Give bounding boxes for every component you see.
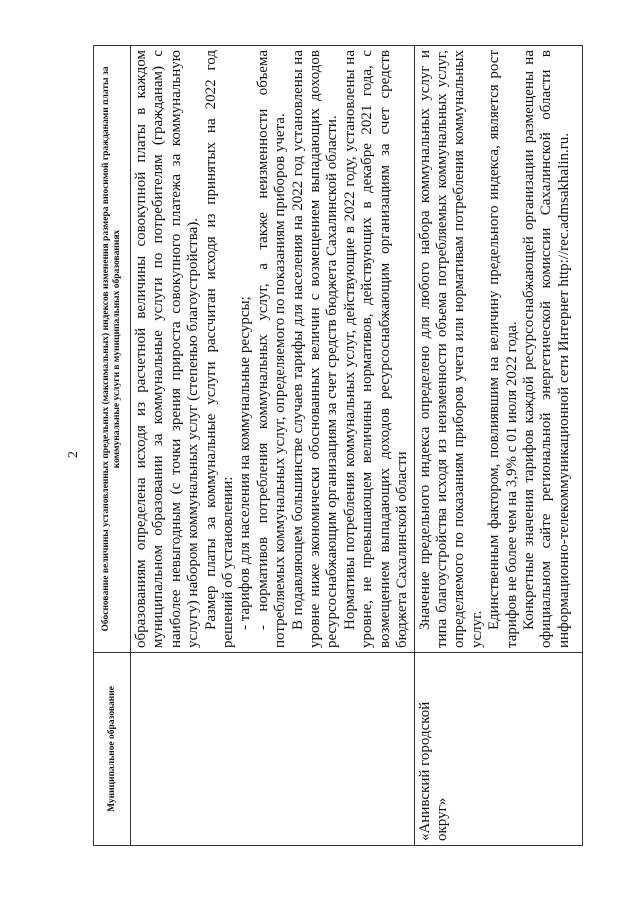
header-municipality: Муниципальное образование — [94, 653, 131, 846]
paragraph: Значение предельного индекса определено для любого набора коммунальных услуг и типа благоустройства исходя из неизменности объема потребляемых коммунальных услуг, определяемого по показаниям приборов учета или нормативам потребления коммунальных услуг. — [416, 50, 485, 648]
paragraph: - тарифов для населения на коммунальные ресурсы; — [237, 296, 254, 630]
table-row — [414, 46, 582, 846]
municipality-cell: «Анивский городской округ» — [414, 653, 582, 846]
header-justification: Обоснование величины установленных предельных (максимальных) индексов изменения размера вносимой гражданами платы за коммунальные услуги в муниципальных образованиях — [94, 46, 131, 653]
municipality-cell — [131, 653, 415, 846]
paragraph: Размер платы за коммунальные услуги рассчитан исходя из принятых на 2022 год решений об установлении: — [202, 50, 237, 648]
table-header-row — [94, 46, 131, 846]
paragraph: Единственным фактором, повлиявшим на величину предельного индекса, является рост тарифов не более чем на 3,9% с 01 июля 2022 года. — [486, 50, 520, 648]
paragraph: образованиям определена исходя из расчетной величины совокупной платы в каждом муниципальном образовании за коммунальные услуги по потребителям (гражданам) с наиболее невыгодным (с точки зрения прироста совокупного платежа за коммунальную услугу) набором коммунальных услуг (степенью благоустройства). — [133, 50, 202, 648]
paragraph: Нормативы потребления коммунальных услуг, действующие в 2022 году, установлены на уровне, не превышающем величины нормативов, действующих в декабре 2021 года, с возмещением выпадающих доходов ресурсоснабжающим организациям за счет средств бюджета Сахалинской области — [341, 50, 411, 648]
paragraph: В подавляющем большинстве случаев тарифы для населения на 2022 год установлены на уровне ниже экономически обоснованных величин с возмещением выпадающих доходов ресурсоснабжающим организациям за счет средств бюджета Сахалинской области. — [289, 50, 341, 648]
justification-cell — [131, 46, 415, 653]
paragraph: - нормативов потребления коммунальных услуг, а также неизменности объема потребляемых коммунальных услуг, определяемого по показаниям приборов учета. — [254, 50, 289, 648]
page-number: 2 — [66, 451, 81, 458]
tariff-index-table — [93, 45, 583, 846]
justification-cell — [414, 46, 582, 653]
paragraph: Конкретные значения тарифов каждой ресурсоснабжающей организации размещены на официальном сайте региональной энергетической комиссии Сахалинской области в информационно-телекоммуникационной сети Интернет http://rec.admsakhalin.ru. — [520, 50, 572, 648]
table-row — [131, 46, 415, 846]
